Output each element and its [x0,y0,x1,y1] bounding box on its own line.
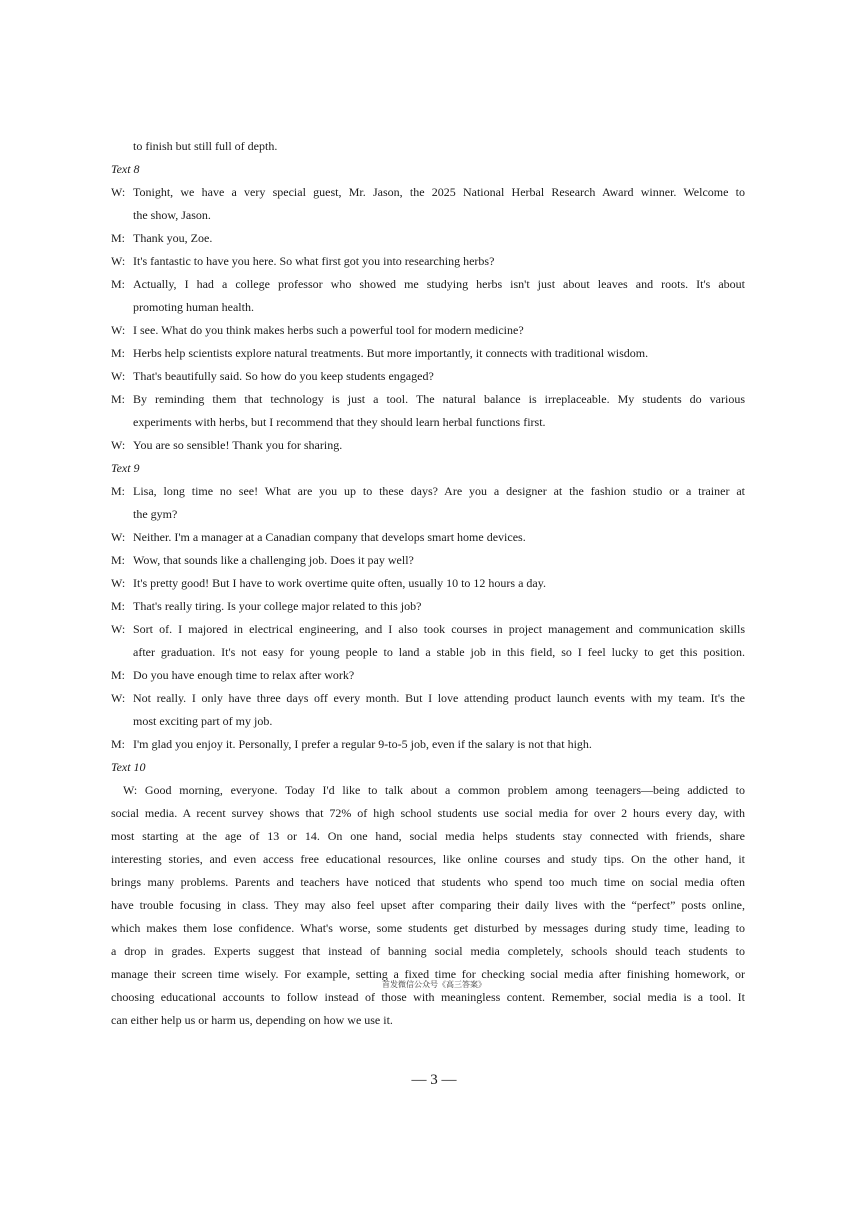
paragraph-line: choosing educational accounts to follow instead of those with meaningless content. Remember, social media is a tool. It [111,990,745,1004]
dialogue-continuation: most exciting part of my job. [133,714,273,728]
dialogue-continuation: promoting human health. [133,300,254,314]
speaker-label: M: [111,599,126,613]
dialogue-line [111,480,745,503]
text10-heading: Text 10 [111,760,146,774]
speaker-label: W: [111,185,126,199]
dialogue-text: Do you have enough time to relax after work? [133,668,355,682]
paragraph-line: social media. A recent survey shows that 72% of high school students use social media for over 2 hours every day, with [111,806,745,820]
paragraph-line: W: Good morning, everyone. Today I'd like to talk about a common problem among teenagers—being addicted to [123,783,745,797]
speaker-label: M: [111,668,126,682]
dialogue-text: Tonight, we have a very special guest, Mr. Jason, the 2025 National Herbal Research Award winner. Welcome to [133,185,745,199]
dialogue-line [111,227,745,250]
dialogue-line [111,664,745,687]
dialogue-text: That's beautifully said. So how do you keep students engaged? [133,369,434,383]
dialogue-line [111,273,745,296]
speaker-label: W: [111,254,126,268]
speaker-label: M: [111,737,126,751]
speaker-label: W: [111,438,126,452]
speaker-label: W: [111,691,126,705]
dialogue-line [111,365,745,388]
dialogue-line [111,687,745,710]
dialogue-continuation: the gym? [133,507,178,521]
dialogue-line [111,250,745,273]
watermark: 首发微信公众号《高三答案》 [382,980,486,989]
dialogue-text: Lisa, long time no see! What are you up to these days? Are you a designer at the fashion studio or a trainer at [133,484,745,498]
dialogue-continuation: experiments with herbs, but I recommend that they should learn herbal functions first. [133,415,546,429]
dialogue-line [111,549,745,572]
speaker-label: W: [111,530,126,544]
paragraph-line: manage their screen time wisely. For example, setting a fixed time for checking social media after finishing homework, or [111,967,745,981]
speaker-label: W: [111,576,126,590]
dialogue-text: It's fantastic to have you here. So what first got you into researching herbs? [133,254,495,268]
dialogue-line [111,434,745,457]
dialogue-continuation: the show, Jason. [133,208,211,222]
dialogue-text: Herbs help scientists explore natural treatments. But more importantly, it connects with traditional wisdom. [133,346,649,360]
text8-heading: Text 8 [111,162,140,176]
text9-heading: Text 9 [111,461,140,475]
dialogue-text: You are so sensible! Thank you for sharing. [133,438,343,452]
dialogue-text: Actually, I had a college professor who showed me studying herbs isn't just about leaves and roots. It's about [133,277,745,291]
dialogue-line [111,181,745,204]
dialogue-text: Wow, that sounds like a challenging job. Does it pay well? [133,553,414,567]
dialogue-line [111,319,745,342]
dialogue-text: Thank you, Zoe. [133,231,213,245]
speaker-label: M: [111,553,126,567]
dialogue-line [111,388,745,411]
dialogue-continuation: after graduation. It's not easy for young people to land a stable job in this field, so I feel lucky to get this position. [133,645,745,659]
dialogue-line [111,595,745,618]
intro-line: to finish but still full of depth. [133,139,278,153]
speaker-label: W: [111,323,126,337]
dialogue-line [111,733,745,756]
speaker-label: M: [111,277,126,291]
paragraph-line: most starting at the age of 13 or 14. On one hand, social media helps students stay connected with friends, share [111,829,745,843]
speaker-label: M: [111,231,126,245]
dialogue-line [111,572,745,595]
dialogue-line [111,526,745,549]
dialogue-line [111,342,745,365]
speaker-label: M: [111,346,126,360]
monologue-paragraph [111,779,745,1032]
dialogue-text: Neither. I'm a manager at a Canadian company that develops smart home devices. [133,530,526,544]
dialogue-text: That's really tiring. Is your college major related to this job? [133,599,422,613]
speaker-label: M: [111,392,126,406]
paragraph-line: a drop in grades. Experts suggest that instead of banning social media completely, schools should teach students to [111,944,745,958]
paragraph-line: which makes them lose confidence. What's worse, some students get disturbed by messages during study time, leading to [111,921,745,935]
paragraph-line: interesting stories, and even access free educational resources, like online courses and study tips. On the other hand, it [111,852,745,866]
dialogue-text: By reminding them that technology is just a tool. The natural balance is irreplaceable. My students do various [133,392,745,406]
dialogue-text: I'm glad you enjoy it. Personally, I prefer a regular 9-to-5 job, even if the salary is not that high. [133,737,592,751]
page-content [111,135,745,1032]
paragraph-line: can either help us or harm us, depending on how we use it. [111,1013,393,1027]
dialogue-text: I see. What do you think makes herbs such a powerful tool for modern medicine? [133,323,524,337]
paragraph-line: have trouble focusing in class. They may also feel upset after comparing their daily lives with the “perfect” posts online, [111,898,745,912]
dialogue-text: It's pretty good! But I have to work overtime quite often, usually 10 to 12 hours a day. [133,576,546,590]
paragraph-line: brings many problems. Parents and teachers have noticed that students who spend too much time on social media often [111,875,745,889]
dialogue-line [111,618,745,641]
speaker-label: M: [111,484,126,498]
dialogue-text: Not really. I only have three days off every month. But I love attending product launch events with my team. It's the [133,691,745,705]
speaker-label: W: [111,369,126,383]
dialogue-text: Sort of. I majored in electrical engineering, and I also took courses in project management and communication skills [133,622,745,636]
speaker-label: W: [111,622,126,636]
page-number: — 3 — [411,1072,457,1088]
